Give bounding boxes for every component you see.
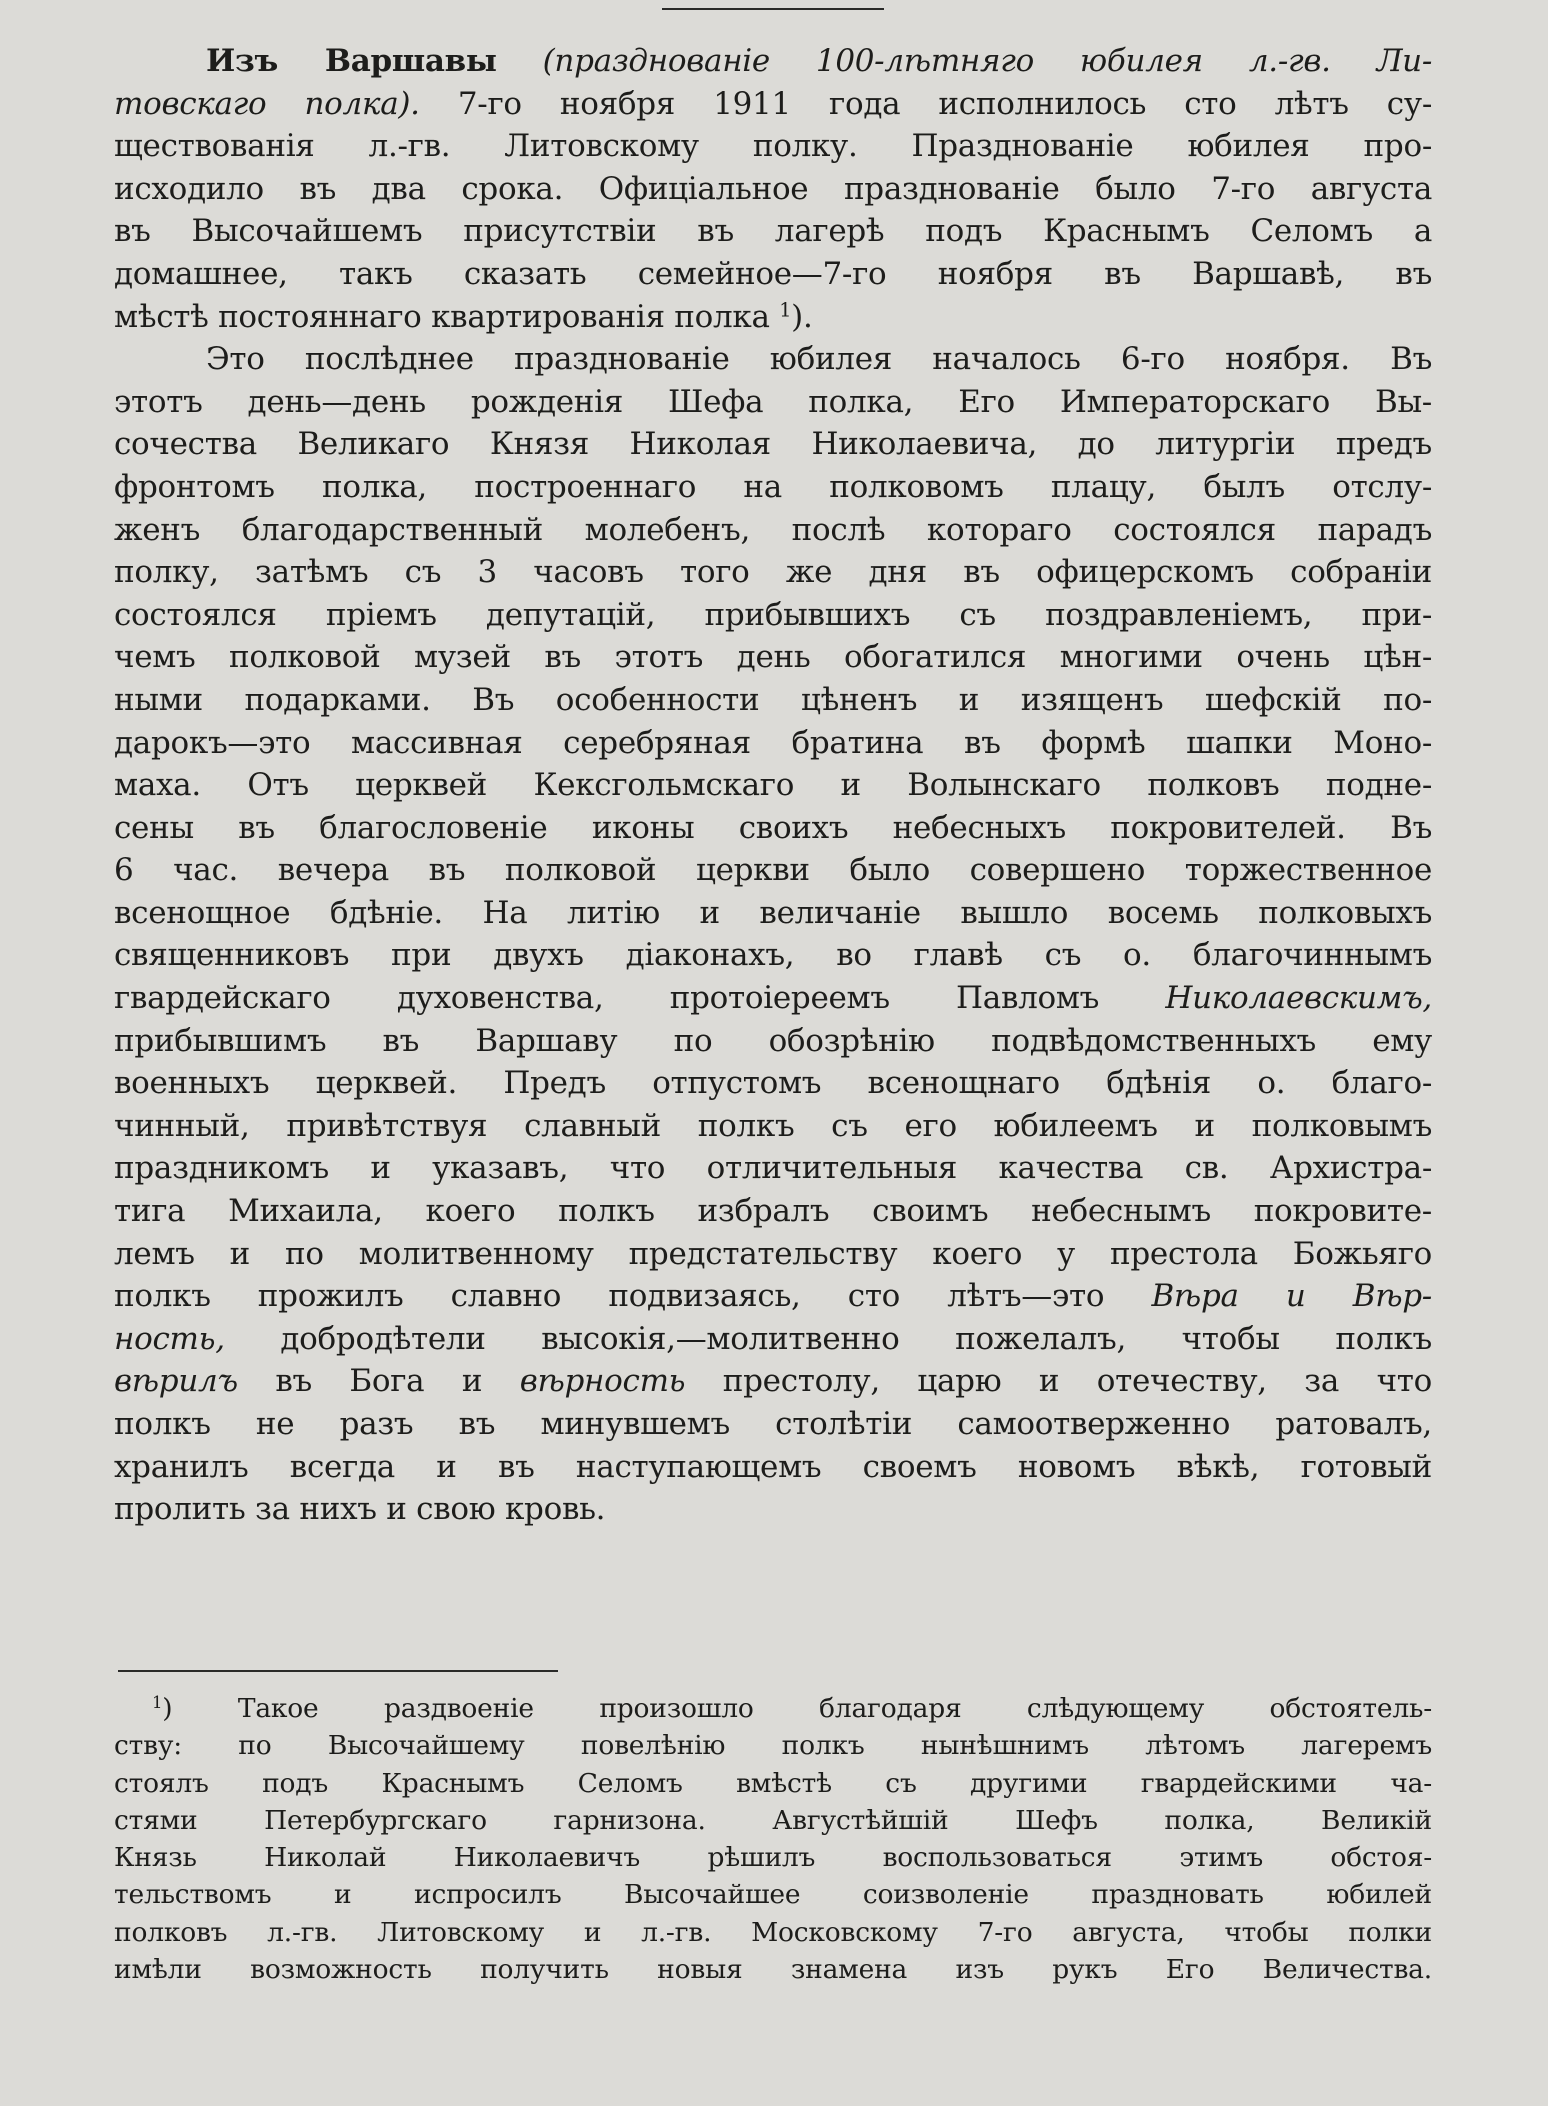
text-run: ). (791, 298, 813, 335)
text-line: священниковъ при двухъ дiаконахъ, во главѣ съ о. благочиннымъ (114, 937, 1432, 974)
article-heading: Изъ Варшавы (206, 43, 497, 79)
text-line: полку, затѣмъ съ 3 часовъ того же дня въ офицерскомъ собранiи (114, 554, 1432, 591)
footnote-marker: 1 (152, 1692, 163, 1712)
text-run: престолу, царю и отечеству, за что (722, 1363, 1432, 1400)
footnote-line (114, 1690, 1432, 1727)
text-line: сочества Великаго Князя Николая Николаевича, до литургiи предъ (114, 426, 1432, 463)
text-run: 7-го ноября 1911 года исполнилось сто лѣтъ су- (457, 85, 1432, 122)
text-line: военныхъ церквей. Предъ отпустомъ всенощнаго бдѣнiя о. благо- (114, 1065, 1432, 1102)
text-line: въ Высочайшемъ присутствiи въ лагерѣ подъ Краснымъ Селомъ а (114, 213, 1432, 250)
text-line: Это послѣднее празднованiе юбилея началось 6-го ноября. Въ (206, 341, 1432, 378)
text-line (114, 83, 1432, 126)
text-line: пролить за нихъ и свою кровь. (114, 1491, 606, 1528)
text-run: въ Бога и (275, 1363, 483, 1400)
footnote (114, 1690, 1432, 1988)
text-line (114, 296, 1432, 339)
italic-phrase: Вѣра и Вѣр- (1151, 1278, 1432, 1315)
text-line: тига Михаила, коего полкъ избралъ своимъ небеснымъ покровите- (114, 1193, 1432, 1230)
footnote-line: ству: по Высочайшему повелѣнiю полкъ нынѣшнимъ лѣтомъ лагеремъ (114, 1730, 1432, 1762)
text-run: полкъ прожилъ славно подвизаясь, сто лѣтъ—это (114, 1278, 1105, 1315)
text-line: чинный, привѣтствуя славный полкъ съ его юбилеемъ и полковымъ (114, 1107, 1432, 1144)
text-line (114, 1275, 1432, 1318)
footnote-line: Князь Николай Николаевичъ рѣшилъ воспользоваться этимъ обстоя- (114, 1842, 1432, 1874)
italic-name: Николаевскимъ, (1165, 980, 1432, 1017)
article-subtitle-cont: товскаго полка). (114, 85, 420, 122)
text-line: исходило въ два срока. Офицiальное празднованiе было 7-го августа (114, 170, 1432, 207)
footnote-reference: 1 (779, 298, 792, 321)
text-line: чемъ полковой музей въ этотъ день обогатился многими очень цѣн- (114, 639, 1432, 676)
text-line: дарокъ—это массивная серебряная братина въ формѣ шапки Моно- (114, 724, 1432, 761)
text-line: этотъ день—день рожденiя Шефа полка, Его Императорскаго Вы- (114, 383, 1432, 420)
text-line: ществованiя л.-гв. Литовскому полку. Празднованiе юбилея про- (114, 128, 1432, 165)
text-line: прибывшимъ въ Варшаву по обозрѣнiю подвѣдомственныхъ ему (114, 1022, 1432, 1059)
footnote-line: тельствомъ и испросилъ Высочайшее соизволенiе праздновать юбилей (114, 1879, 1432, 1911)
text-line (114, 1360, 1432, 1403)
text-line: праздникомъ и указавъ, что отличительныя качества св. Архистра- (114, 1150, 1432, 1187)
article-subtitle: (празднованiе 100-лѣтняго юбилея л.-гв. Ли- (542, 43, 1432, 79)
text-line: сены въ благословенiе иконы своихъ небесныхъ покровителей. Въ (114, 809, 1432, 846)
text-line (114, 977, 1432, 1020)
text-line: состоялся прiемъ депутацiй, прибывшихъ съ поздравленiемъ, при- (114, 596, 1432, 633)
text-line: полкъ не разъ въ минувшемъ столѣтiи самоотверженно ратовалъ, (114, 1406, 1432, 1442)
text-run: ) Такое раздвоенiе произошло благодаря слѣдующему обстоятель- (162, 1693, 1432, 1724)
italic-word: вѣрность (519, 1363, 686, 1400)
text-line: ными подарками. Въ особенности цѣненъ и изященъ шефскiй по- (114, 681, 1432, 718)
text-line: домашнее, такъ сказать семейное—7-го ноября въ Варшавѣ, въ (114, 255, 1432, 292)
footnote-line: полковъ л.-гв. Литовскому и л.-гв. Московскому 7-го августа, чтобы полки (114, 1916, 1432, 1948)
text-line (114, 1318, 1432, 1361)
footnote-rule (118, 1670, 558, 1672)
article-body (114, 40, 1432, 1531)
text-line: фронтомъ полка, построеннаго на полковомъ плацу, былъ отслу- (114, 468, 1432, 505)
text-line: 6 час. вечера въ полковой церкви было совершено торжественное (114, 852, 1432, 889)
article-first-line (114, 40, 1432, 83)
footnote-line: стоялъ подъ Краснымъ Селомъ вмѣстѣ съ другими гвардейскими ча- (114, 1767, 1432, 1799)
text-run: гвардейскаго духовенства, протоiереемъ Павломъ (114, 980, 1100, 1017)
text-run: мѣстѣ постояннаго квартированiя полка (114, 298, 770, 335)
footnote-line: стями Петербургскаго гарнизона. Августѣйшiй Шефъ полка, Великiй (114, 1804, 1432, 1836)
text-line: хранилъ всегда и въ наступающемъ своемъ новомъ вѣкѣ, готовый (114, 1448, 1432, 1485)
text-run: добродѣтели высокiя,—молитвенно пожелалъ, чтобы полкъ (280, 1320, 1432, 1357)
top-rule (662, 8, 884, 10)
italic-phrase: ность, (114, 1320, 225, 1357)
text-line: всенощное бдѣнiе. На литiю и величанiе вышло восемь полковыхъ (114, 894, 1432, 931)
text-line: маха. Отъ церквей Кексгольмскаго и Волынскаго полковъ поднe- (114, 767, 1432, 804)
text-line: лемъ и по молитвенному предстательству коего у престола Божьяго (114, 1235, 1432, 1272)
italic-word: вѣрилъ (114, 1363, 238, 1400)
footnote-line: имѣли возможность получить новыя знамена изъ рукъ Его Величества. (114, 1954, 1432, 1986)
text-line: женъ благодарственный молебенъ, послѣ котораго состоялся парадъ (114, 511, 1432, 548)
